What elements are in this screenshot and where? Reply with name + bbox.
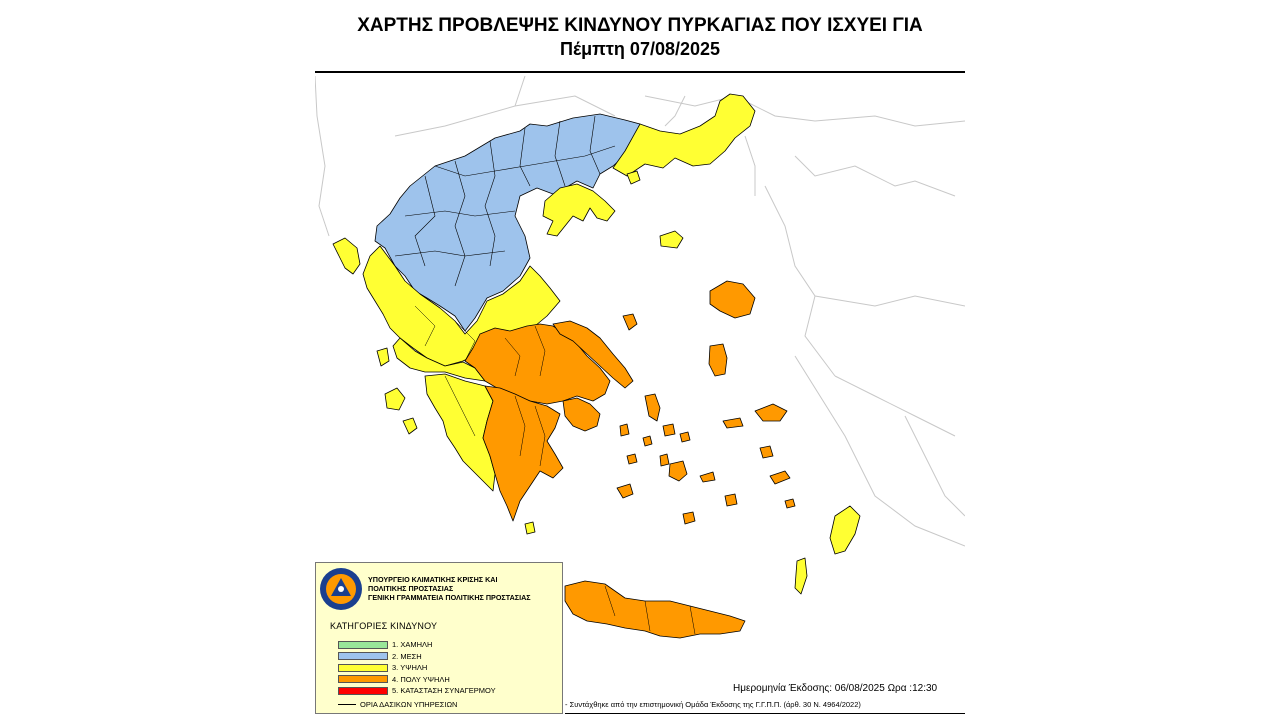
- island-serifos: [627, 454, 637, 464]
- risk-category-label: 5. ΚΑΤΑΣΤΑΣΗ ΣΥΝΑΓΕΡΜΟΥ: [392, 686, 496, 696]
- island-rhodes: [830, 506, 860, 554]
- island-samothraki: [660, 231, 683, 248]
- boundary-label: ΟΡΙΑ ΔΑΣΙΚΩΝ ΥΠΗΡΕΣΙΩΝ: [360, 700, 458, 709]
- ministry-text: [368, 575, 563, 602]
- island-ikaria: [723, 418, 743, 428]
- island-zakynthos: [403, 418, 417, 434]
- legend-panel: [315, 562, 563, 714]
- map-title-line1: ΧΑΡΤΗΣ ΠΡΟΒΛΕΨΗΣ ΚΙΝΔΥΝΟΥ ΠΥΡΚΑΓΙΑΣ ΠΟΥ ΙΣΧΥΕΙ ΓΙΑ: [357, 15, 923, 36]
- region-east-peloponnese: [483, 386, 563, 521]
- swatch-medium: [338, 652, 388, 660]
- island-skyros: [623, 314, 637, 330]
- island-paros: [660, 454, 669, 466]
- island-chios: [709, 344, 727, 376]
- island-samos: [755, 404, 787, 421]
- risk-category-high: [338, 662, 496, 674]
- island-kalymnos: [760, 446, 773, 458]
- risk-categories-title: ΚΑΤΗΓΟΡΙΕΣ ΚΙΝΔΥΝΟΥ: [330, 621, 438, 631]
- island-amorgos: [700, 472, 715, 482]
- risk-category-very-high: [338, 674, 496, 686]
- island-andros: [645, 394, 660, 421]
- issue-date: Ημερομηνία Έκδοσης: 06/08/2025 Ωρα :12:30: [733, 683, 938, 694]
- ministry-line-2: ΠΟΛΙΤΙΚΗΣ ΠΡΟΣΤΑΣΙΑΣ: [368, 584, 454, 593]
- swatch-alert: [338, 687, 388, 695]
- swatch-low: [338, 641, 388, 649]
- ministry-line-3: ΓΕΝΙΚΗ ΓΡΑΜΜΑΤΕΙΑ ΠΟΛΙΤΙΚΗΣ ΠΡΟΣΤΑΣΙΑΣ: [368, 593, 531, 602]
- region-attica: [563, 398, 600, 431]
- island-milos: [617, 484, 633, 498]
- island-syros: [643, 436, 652, 446]
- risk-category-label: 4. ΠΟΛΥ ΥΨΗΛΗ: [392, 674, 450, 684]
- boundary-line-sample: [338, 704, 356, 706]
- risk-category-medium: [338, 651, 496, 663]
- risk-category-label: 1. ΧΑΜΗΛΗ: [392, 640, 433, 650]
- island-tinos: [663, 424, 675, 436]
- map-date: Πέμπτη 07/08/2025: [559, 39, 721, 59]
- forest-boundary-legend: [338, 700, 457, 709]
- swatch-very-high: [338, 675, 388, 683]
- island-astypalaia: [725, 494, 737, 506]
- risk-category-label: 2. ΜΕΣΗ: [392, 651, 422, 661]
- island-kefalonia: [385, 388, 405, 410]
- island-lesvos: [710, 281, 755, 318]
- risk-categories-list: [338, 639, 496, 697]
- island-karpathos: [795, 558, 807, 594]
- swatch-high: [338, 664, 388, 672]
- island-mykonos: [680, 432, 690, 442]
- map-title: [315, 14, 965, 60]
- title-divider: [315, 71, 965, 73]
- island-kea: [620, 424, 629, 436]
- risk-category-label: 3. ΥΨΗΛΗ: [392, 663, 428, 673]
- island-kos: [770, 471, 790, 484]
- risk-category-alert: [338, 685, 496, 697]
- island-naxos: [669, 461, 687, 481]
- ministry-line-1: ΥΠΟΥΡΓΕΙΟ ΚΛΙΜΑΤΙΚΗΣ ΚΡΙΣΗΣ ΚΑΙ: [368, 575, 498, 584]
- island-santorini: [683, 512, 695, 524]
- island-lefkada: [377, 348, 389, 366]
- island-corfu: [333, 238, 360, 274]
- region-east-thrace: [613, 94, 755, 176]
- island-tilos: [785, 499, 795, 508]
- civil-protection-emblem-icon: [319, 567, 363, 611]
- island-crete: [565, 581, 745, 638]
- island-kythira: [525, 522, 535, 534]
- footnote: - Συντάχθηκε από την επιστημονική Ομάδα Έκδοσης της Γ.Γ.Π.Π. (άρθ. 30 Ν. 4964/2022): [565, 700, 861, 709]
- bottom-divider: [565, 713, 965, 714]
- risk-category-low: [338, 639, 496, 651]
